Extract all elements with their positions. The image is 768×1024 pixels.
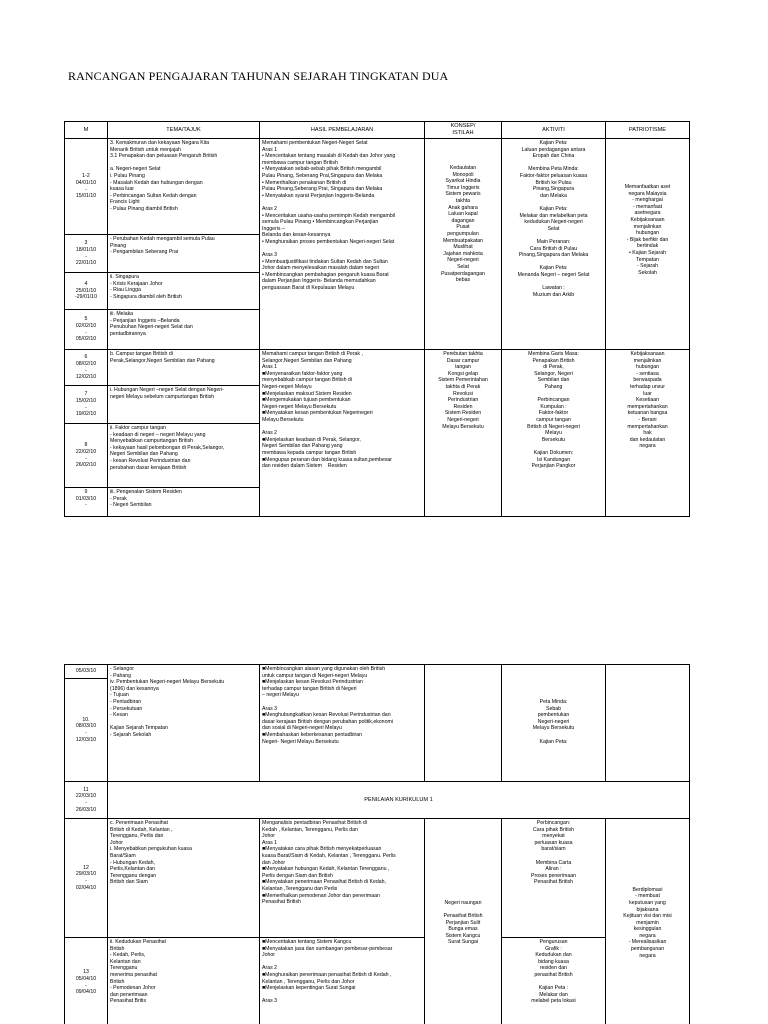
patriotisme-cell — [606, 665, 690, 782]
week-cell — [65, 235, 108, 273]
header-konsep — [425, 122, 502, 139]
tema-cell — [108, 350, 260, 386]
tema-cell — [108, 139, 260, 235]
konsep-cell — [425, 139, 502, 350]
week-label: 3 18/01/10 - 22/01/10 — [75, 240, 97, 267]
hasil-cell — [260, 665, 425, 782]
plan-table-part-1 — [64, 121, 690, 517]
week-cell — [65, 424, 108, 488]
header-konsep-label: KONSEP/ ISTILAH — [450, 123, 476, 136]
header-aktiviti: AKTIVITI — [502, 122, 606, 139]
patriotisme-text: Kebijaksanaan menjalinkan hubungan - sentiasa berwaspada terhadap unsur luar Kesetiaan mempertahankan ketuanan bangsa - Berani mempertahankan hak dan kedaulatan negara — [627, 351, 668, 450]
week-label: 8 22/02/10 - 26/02/10 — [75, 442, 97, 469]
week-cell — [65, 938, 108, 1024]
page-title: RANCANGAN PENGAJARAN TAHUNAN SEJARAH TINGKATAN DUA — [68, 69, 449, 83]
tema-cell — [108, 488, 260, 517]
tema-text: iii. Pengenalan Sistem Residen - Perak - Negeri Sembilan — [110, 489, 182, 509]
tema-text: iii. Melaka - Perjanjian Inggeris –Belanda Penubuhan Negeri-negeri Selat dan pentadbirannya — [110, 311, 193, 337]
hasil-text: Menganalisis pentadbiran Penasihat British di Kedah , Kelantan, Terengganu, Perlis dan Johor Aras 1 ■Menyatakan cara pihak British menyekatperluasan kuasa Barat/Siam di Kedah, Kelantan , Terengganu. Perlis dan Johor ■Menyatakan hubungan Kedah, Kelantan Terengganu , Perlis dengan Siam dan British ■Menyatakan penerimaan Penasihat British di Kedah, Kelantan ,Terengganu dan Perlis ■Memerihalkan pemodenan Johor dan penerimaan Penasihat British — [262, 820, 396, 906]
header-patriotisme: PATRIOTISME — [606, 122, 690, 139]
week-label: 9 01/03/10 - — [75, 489, 97, 509]
konsep-text: Kedaulatan Monopoli Syarikat Hindia Timur Inggeris Sistem pewaris takhta Anak gahara Laluan kapal dagangan Pusat pengumpulan Membuatpakatan Muslihat Jajahan mahkota Negeri-negeri Selat Pusatperdagangan bebas — [441, 165, 485, 284]
hasil-text: Memahami campur tangan British di Perak , Selangor,Negeri Sembilan dan Pahang Aras 1 ■Menyenaraikan faktor-faktor yang menyebabkab campur tangan British di Negeri-negeri Melayu ■Menjelaskan maksud Sistem Residen ■Mengemukakan tujuan pembentukan Negeri-negeri Melayu Bersekutu ■Menyatakan kesan pembentukan Negerinegeri Melayu Bersekutu Aras 2 ■Menjelaskan keadaan di Perak, Selangor, Negeri Sembilan dan Pahang yang membawa kepada campur tangan British ■Mengupas peranan dan bidang kuasa sultan,pembesar dan residen dalam Sistem Residen — [262, 351, 393, 470]
header-m: M — [65, 122, 108, 139]
patriotisme-text: Memanfaatkan aset negara Malaysia - menghargai - memanfaat asetnegara Kebijaksanaan menjalinkan hubungan - Bijak berfikir dan bertindak • Kajian Sejarah Tempatan - Sejarah Sekolah — [624, 184, 671, 276]
aktiviti-text: Pengurusan Grafik : Kedudukan dan bidang kuasa residen dan penasihat British Kajian Peta : Melakar dan melabel peta lokasi — [531, 939, 576, 1005]
konsep-text: Negeri naungan Penasihat British Perjanjian Sulit Bunga emas Sistem Kangcu Surat Sungai — [443, 899, 483, 946]
table-row — [65, 350, 690, 386]
tema-text: ii. Singapura - Krisis Kerajaan Johor - Riau Lingga - Singapura diambil oleh British — [110, 274, 182, 300]
patriotisme-cell — [606, 350, 690, 517]
aktiviti-cell — [502, 665, 606, 782]
tema-cell — [108, 273, 260, 310]
week-cell — [65, 679, 108, 782]
konsep-text: Perebutan takhta Dasar campur tangan Kongsi gelap Sistem Pemerintahan takhta di Perak Revolusi Perindustrian Residen Sistem Residen Negeri-negeri Melayu Bersekutu — [438, 351, 488, 430]
week-label: 4 25/01/10 -29/01/10 — [75, 281, 97, 301]
patriotisme-cell — [606, 819, 690, 1024]
aktiviti-text: Kajian Peta: Laluan perdagangan antara Eropah dan China Membina Peta Minda: Faktor-faktor peluasan kuasa British ke Pulau Pinang,Singapura dan Melaka Kajian Peta: Melakar dan melabelkan peta kedudukan Negeri-negeri Selat Main Peranan: Cara British di Pulau Pinang,Singapura dan Melaka Kajian Peta: Menanda Negeri – negeri Selat Lawatan : Muzium dan Arkib — [517, 140, 590, 298]
hasil-cell — [260, 938, 425, 1024]
table-row — [65, 782, 690, 819]
aktiviti-text: Peta Minda: Sebab pembentukan Negeri-negeri Melayu Bersekutu Kajian Peta: — [532, 699, 575, 745]
tema-text: i. Hubungan Negeri –negeri Selat dengan Negeri- negeri Melayu sebelum campurtangan British — [110, 387, 224, 400]
tema-cell — [108, 819, 260, 938]
konsep-cell — [425, 819, 502, 1024]
tema-text: c. Penerimaan Penasihat British di Kedah, Kelantan , Terengganu, Perlis dan Johor i. Menyebabkan pengukuhan kuasa Barat/Siam - Hubungan Kedah, Perlis,Kelantan dan Terengganu dengan British dan Siam — [110, 820, 192, 886]
tema-text: ii. Faktor campur tangan - keadaan di negeri – negeri Melayu yang Menyebabkan campurtangan British - kekayaan hasil pelombongan di Perak,Selangor, Negeri Sembilan dan Pahang - kesan Revolusi Perindustrian dan perubahan dasar kerajaan British — [110, 425, 225, 471]
header-tema: TEMA/TAJUK — [108, 122, 260, 139]
hasil-cell — [260, 139, 425, 350]
tema-text: 3. Kemakmuran dan kekayaan Negara Kita Menarik British untuk menjajah 3.1 Penapakan dan peluasan Pengaruh British a. Negeri-negeri Selat i. Pulau Pinang - Masalah Kedah dan hubungan dengan kuasa luar - Perbincangan Sultan Kedah dengan Francis Light - Pulau Pinang diambil British — [110, 140, 218, 212]
assessment-label: PENILAIAN KURIKULUM 1 — [364, 796, 433, 803]
week-label: 10. 08/03/10 - 12/03/10 — [75, 716, 97, 743]
aktiviti-text: Perbincangan: Cara pihak British menyekat perluasan kuasa barat/siam Membina Carta Aliran : Proses penerimaan Penasihat British — [531, 820, 576, 886]
tema-text: ii. Kedudukan Penasihat British - Kedah, Perlis, Kelantan dan Terengganu menerima penasihat British - Pemodenan Johor dan penerimaan Penasihat Britis — [110, 939, 166, 1005]
table-row — [65, 938, 690, 1024]
hasil-text: Memahami pembentukan Negeri-Negeri Selat Aras 1 • Menceritakan tentang masalah di Kedah dan Johor yang membawa campur tangan British • Menyatakan sebab-sebab pihak British mengambil Pulau Pinang, Seberang Prai,Singapura dan Melaka • Memerihalkan penakanan British di Pulau Pinang,Seberang Prai, Singapura dan Melaka • Menyatakan syarat Perjanjian Inggeris-Belanda Aras 2 • Menceritakan usaha-usaha pemimpin Kedah mengambil semula Pulau Pinang • Membincangkan Perjanjian Inggeris – Belanda dan kesan-kesannya • Menghuraikan proses pembentukan Negeri-negeri Selat Aras 3 • Membuatjustifikasi tindakan Sultan Kedah dan Sultan Johor dalam menyelesaikan masalah dalam negeri • Membincangkan pembahagian pengaruh kuasa Barat dalam Perjanjian Inggeris- Belanda memudahkan penguasaan Barat di Kepulauan Melayu — [262, 140, 396, 292]
plan-table-part-2 — [64, 664, 690, 1024]
week-cell — [65, 386, 108, 424]
week-cell — [65, 819, 108, 938]
aktiviti-text: Membina Garis Masa: Penapakan British di Perak, Selangor, Negeri Sembilan dan Pahang Perbincangan Kumpulan : Faktor-faktor campur tangan British di Negeri-negeri Melayu Bersekutu Kajian Dokumen: Isi Kandungan Perjanjian Pangkor — [527, 351, 580, 470]
patriotisme-cell — [606, 139, 690, 350]
week-cell — [65, 273, 108, 310]
table-row — [65, 819, 690, 938]
tema-text: - Perubahan Kedah mengambil semula Pulau Pinang - Pengambilan Seberang Prai — [110, 236, 215, 256]
tema-cell — [108, 310, 260, 350]
hasil-text: ■Membincangkan alasan yang digunakan oleh British untuk campur tangan di Negeri-negeri Melayu ■Menjelaskan kesan Revolusi Perindustrian terhadap campur tangan British di Negeri – negeri Melayu Aras 3 ■Menghubungkaitkan kesan Revolusi Perindustrian dan dasar kerajaan British dengan perubahan politik,ekonomi dan sosial di Negeri-negeri Melayu ■Membahaskan keberkesanan pentadbiran Negeri- Negeri Melayu Bersekutu — [262, 666, 393, 745]
week-label: 5 02/02/10 - 05/02/10 — [75, 316, 97, 343]
hasil-cell — [260, 350, 425, 517]
week-cell — [65, 665, 108, 679]
tema-cell — [108, 386, 260, 424]
week-cell — [65, 488, 108, 517]
tema-cell — [108, 235, 260, 273]
tema-text: b. Campur tangan British di Perak,Selangor,Negeri Sembilan dan Pahang — [110, 351, 215, 364]
week-cell — [65, 782, 108, 819]
week-label: 6 08/02/10 - 12/02/10 — [75, 354, 97, 381]
tema-cell — [108, 424, 260, 488]
week-label: 12 29/03/10 - 02/04/10 — [75, 864, 97, 891]
header-hasil: HASIL PEMBELAJARAN — [260, 122, 425, 139]
aktiviti-cell — [502, 819, 606, 938]
hasil-text: ■Menceritakan tentang Sistem Kangcu ■Menyatakan jasa dan sumbangan pembesar-pembesar Johor Aras 2 ■Menghuraikan penerimaan penasihat British di Kedah , Kelantan , Terengganu, Perlis dan Johor ■Menjelaskan kepentingan Surat Sungai Aras 3 — [262, 939, 393, 1005]
aktiviti-cell — [502, 350, 606, 517]
table-row — [65, 665, 690, 679]
tema-cell — [108, 665, 260, 782]
week-label: 05/03/10 — [75, 668, 97, 675]
assessment-cell — [108, 782, 690, 819]
hasil-cell — [260, 819, 425, 938]
week-cell — [65, 310, 108, 350]
week-label: 13 05/04/10 - 09/04/10 — [75, 969, 97, 996]
konsep-cell — [425, 665, 502, 782]
week-label: 11 22/03/10 - 26/03/10 — [75, 786, 97, 813]
aktiviti-cell — [502, 938, 606, 1024]
week-label: 1-2 04/01/10 - 15/01/10 — [75, 173, 97, 200]
tema-text: - Selangor - Pahang iv. Pembentukan Negeri-negeri Melayu Bersekutu (1896) dan kesannya - Tujuan - Pentadbiran - Persekutuan - Kesan Kajian Sejarah Tempatan - Sejarah Sekolah — [110, 666, 225, 738]
konsep-cell — [425, 350, 502, 517]
tema-cell — [108, 938, 260, 1024]
table-row — [65, 139, 690, 235]
patriotisme-text: Berdiplomasi - membuat keputusan yang bijaksana Kejituan visi dan misi menjamin kesinggulan negara - Merealisasikan pembangunan negara — [623, 886, 672, 959]
week-cell — [65, 350, 108, 386]
aktiviti-cell — [502, 139, 606, 350]
week-label: 7 15/02/10 - 19/02/10 — [75, 391, 97, 418]
week-cell — [65, 139, 108, 235]
table-header-row — [65, 122, 690, 139]
